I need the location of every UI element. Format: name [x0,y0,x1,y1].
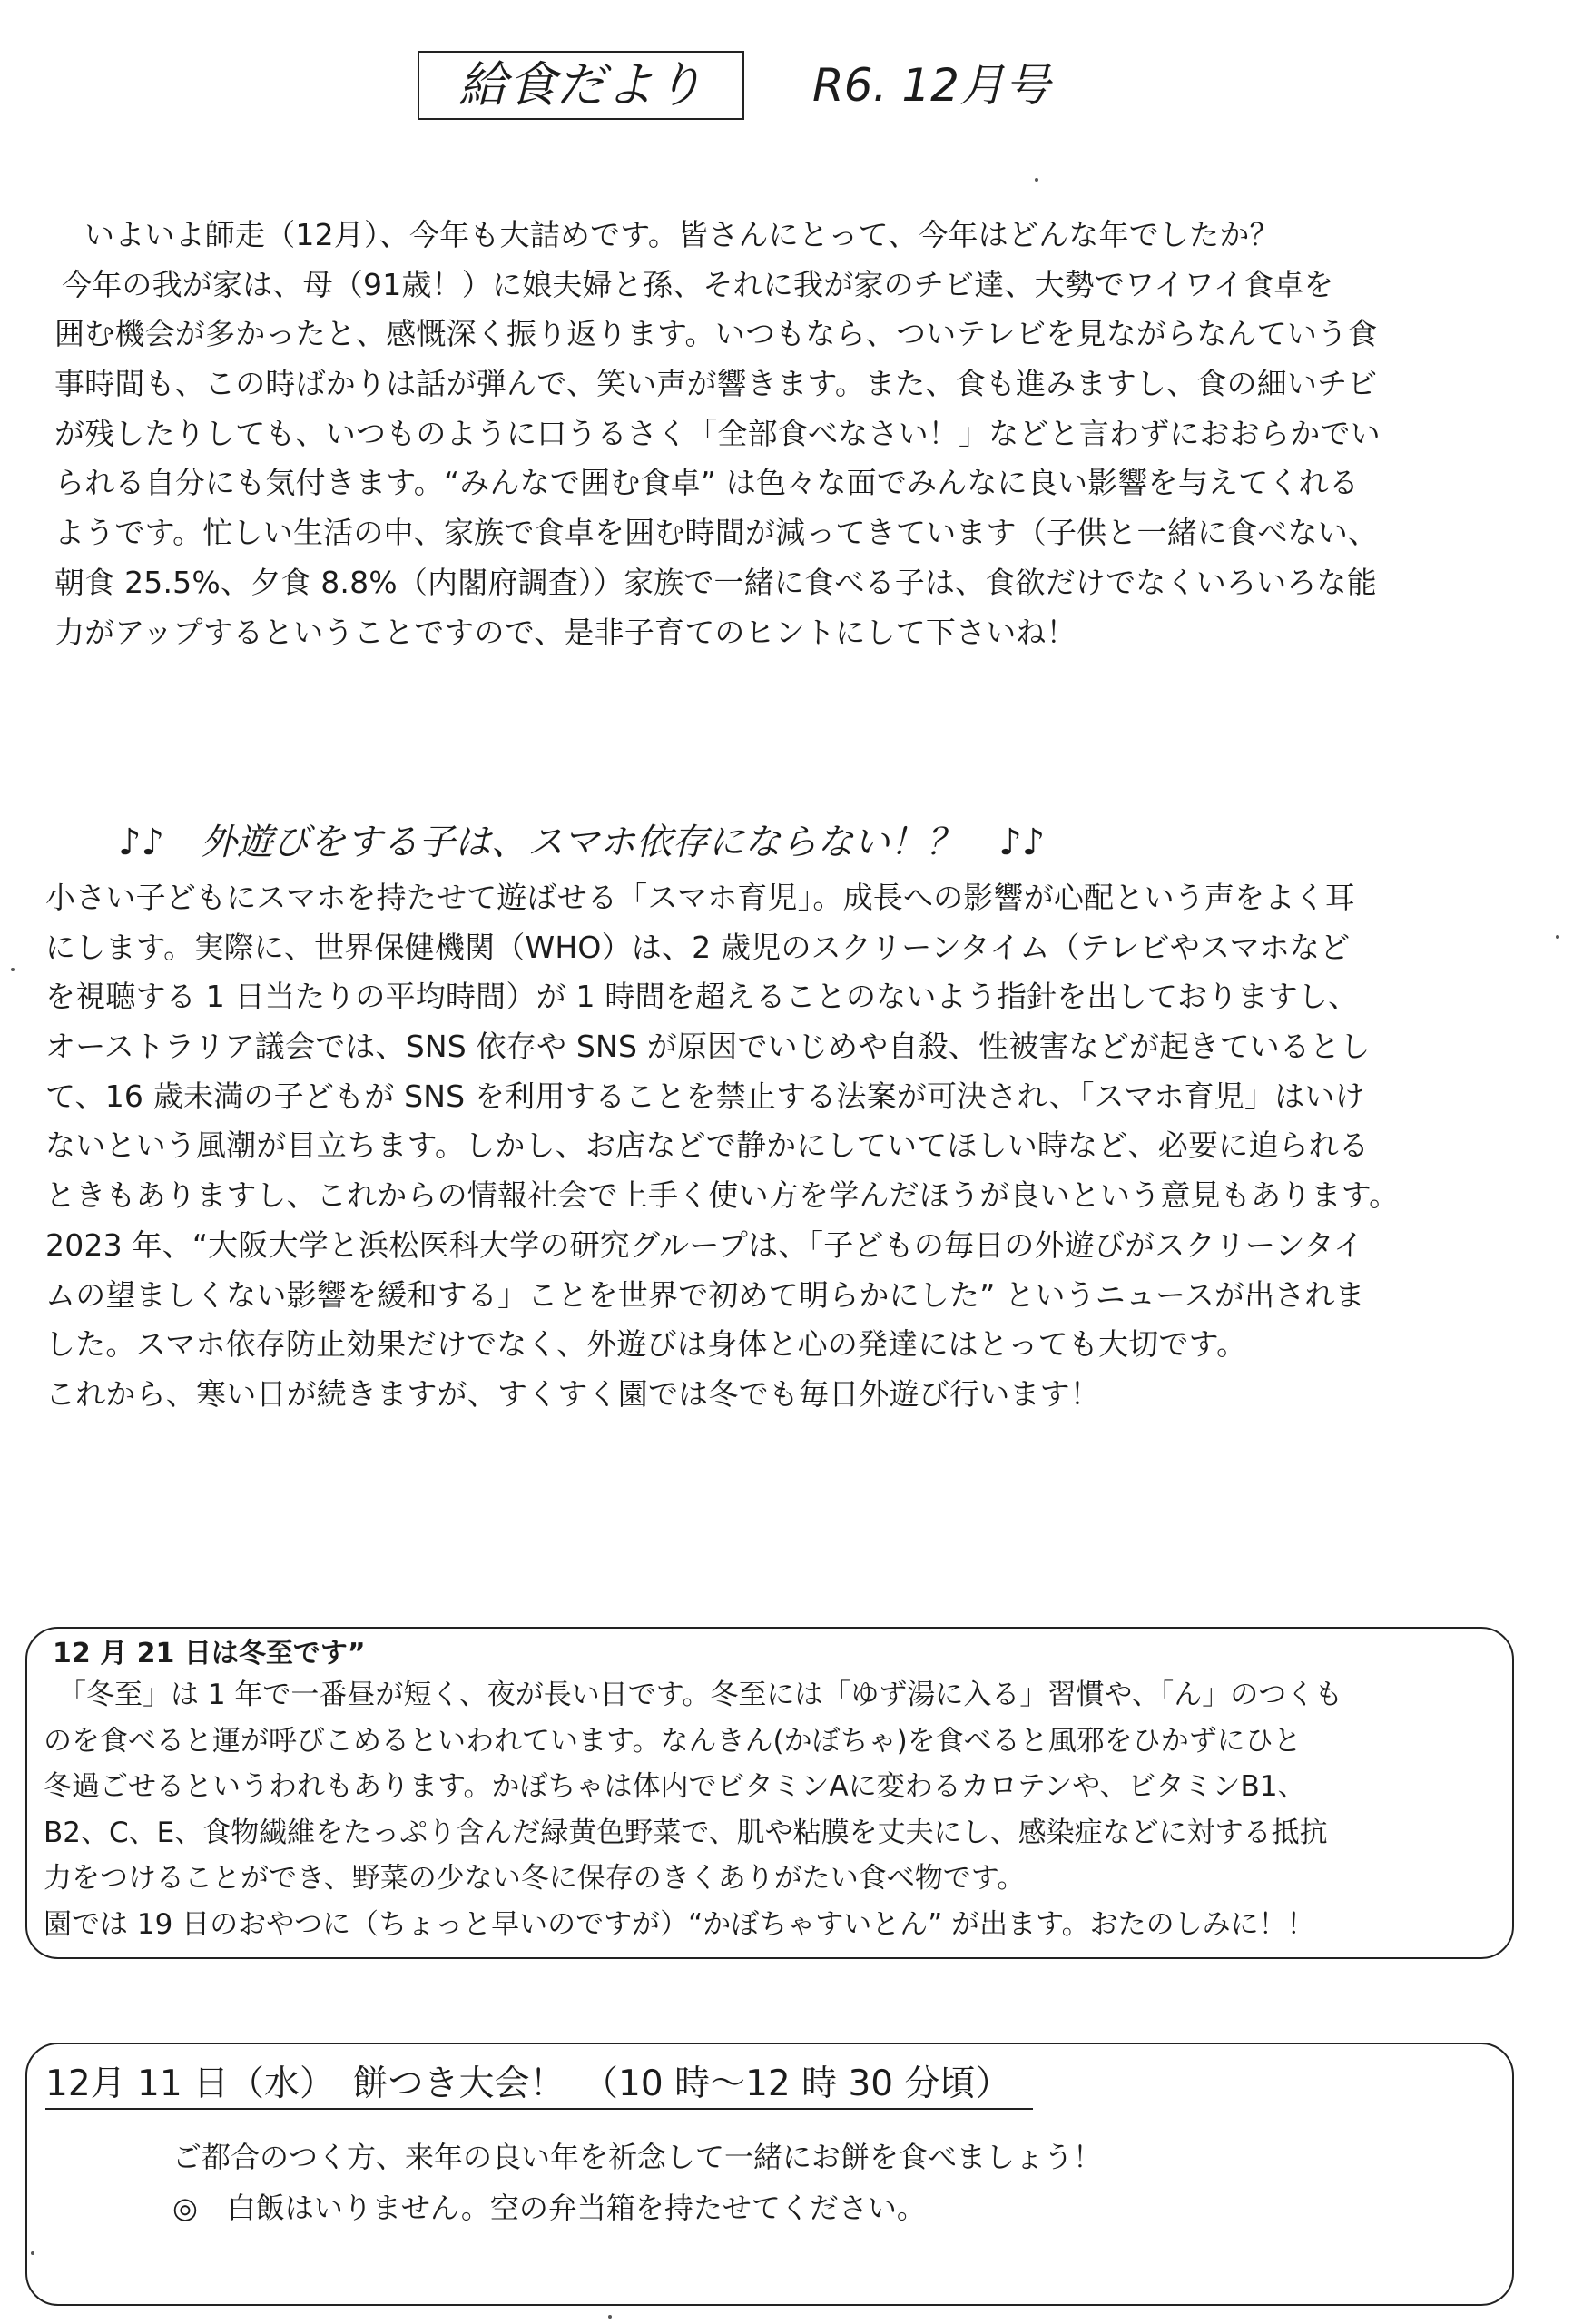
winter-solstice-line: 「冬至」は 1 年で一番昼が短く、夜が長い日です。冬至には「ゆず湯に入る」習慣や、「ん」のつくも [58,1679,1343,1711]
mochi-event-box [25,2043,1514,2306]
intro-line: 囲む機会が多かったと、感慨深く振り返ります。いつもなら、ついテレビを見ながらなんていう食 [54,316,1378,352]
mochi-event-line: ◎ 白飯はいりません。空の弁当箱を持たせてください。 [172,2191,926,2225]
winter-solstice-box [25,1627,1514,1959]
newsletter-title: 給食だより [418,51,744,120]
intro-line: 事時間も、この時ばかりは話が弾んで、笑い声が響きます。また、食も進みますし、食の細いチビ [54,366,1378,402]
section-line: ときもありますし、これからの情報社会で上手く使い方を学んだほうが良いという意見もあります。 [45,1177,1400,1214]
mochi-event-title: 12月 11 日（水） 餅つき大会！ （10 時～12 時 30 分頃） [45,2061,1033,2110]
section-line: を視聴する 1 日当たりの平均時間）が 1 時間を超えることのないよう指針を出しておりますし、 [45,979,1359,1015]
scan-speck [11,968,15,971]
intro-line: 力がアップするということですので、是非子育てのヒントにして下さいね！ [54,614,1077,650]
winter-solstice-body [44,1672,1342,1947]
section-paragraph [45,873,1399,1420]
winter-solstice-title: 12 月 21 日は冬至です” [53,1638,366,1669]
section-heading: ♪♪ 外遊びをする子は、スマホ依存にならない！？ ♪♪ [118,822,1046,863]
winter-solstice-line: B2、C、E、食物繊維をたっぷり含んだ緑黄色野菜で、肌や粘膜を丈夫にし、感染症などに対する抵抗 [44,1816,1328,1849]
intro-line: られる自分にも気付きます。“みんなで囲む食卓” は色々な面でみんなに良い影響を与えてくれる [54,465,1360,501]
section-line: した。スマホ依存防止効果だけでなく、外遊びは身体と心の発達にはとっても大切です。 [45,1326,1247,1363]
intro-line: 今年の我が家は、母（91歳！）に娘夫婦と孫、それに我が家のチビ達、大勢でワイワイ食卓を [62,266,1334,302]
issue-label: R6. 12月号 [812,59,1050,112]
winter-solstice-line: のを食べると運が呼びこめるといわれています。なんきん(かぼちゃ)を食べると風邪をひかずにひと [44,1724,1302,1758]
mochi-event-line: ご都合のつく方、来年の良い年を祈念して一緒にお餅を食べましょう！ [172,2140,1103,2174]
section-line: オーストラリア議会では、SNS 依存や SNS が原因でいじめや自殺、性被害などが起きているとし [45,1029,1371,1065]
scan-speck [1556,935,1559,939]
intro-paragraph [54,211,1381,657]
scan-speck [31,2251,34,2255]
section-line: ムの望ましくない影響を緩和する」ことを世界で初めて明らかにした” というニュースが出されま [45,1276,1365,1313]
winter-solstice-line: 冬過ごせるというわれもあります。かぼちゃは体内でビタミンAに変わるカロテンや、ビタミンB1、 [44,1770,1306,1803]
intro-line: が残したりしても、いつものように口うるさく「全部食べなさい！」などと言わずにおおらかでい [54,415,1381,451]
section-line: 2023 年、“大阪大学と浜松医科大学の研究グループは、「子どもの毎日の外遊びがスクリーンタイ [45,1226,1364,1263]
intro-line: 朝食 25.5%、夕食 8.8%（内閣府調査））家族で一緒に食べる子は、食欲だけでなくいろいろな能 [54,564,1377,600]
intro-line: いよいよ師走（12月）、今年も大詰めです。皆さんにとって、今年はどんな年でしたか？ [84,217,1280,252]
section-line: 小さい子どもにスマホを持たせて遊ばせる「スマホ育児」。成長への影響が心配という声をよく耳 [45,880,1355,915]
newsletter-header [418,51,1144,120]
winter-solstice-line: 力をつけることができ、野菜の少ない冬に保存のきくありがたい食べ物です。 [44,1862,1026,1895]
section-line: これから、寒い日が続きますが、すくすく園では冬でも毎日外遊び行います！ [45,1375,1100,1412]
intro-line: ようです。忙しい生活の中、家族で食卓を囲む時間が減ってきています（子供と一緒に食べない、 [54,515,1379,551]
winter-solstice-line: 園では 19 日のおやつに（ちょっと早いのですが）“かぼちゃすいとん” が出ます。おたのしみに！！ [44,1907,1315,1941]
scan-speck [1035,178,1038,182]
scan-speck [608,2315,612,2319]
mochi-event-body [172,2132,1102,2233]
section-line: て、16 歳未満の子どもが SNS を利用することを禁止する法案が可決され、「スマホ育児」はいけ [45,1078,1365,1114]
section-line: にします。実際に、世界保健機関（WHO）は、2 歳児のスクリーンタイム（テレビやスマホなど [45,929,1351,965]
section-line: ないという風潮が目立ちます。しかし、お店などで静かにしていてほしい時など、必要に迫られる [45,1128,1370,1164]
